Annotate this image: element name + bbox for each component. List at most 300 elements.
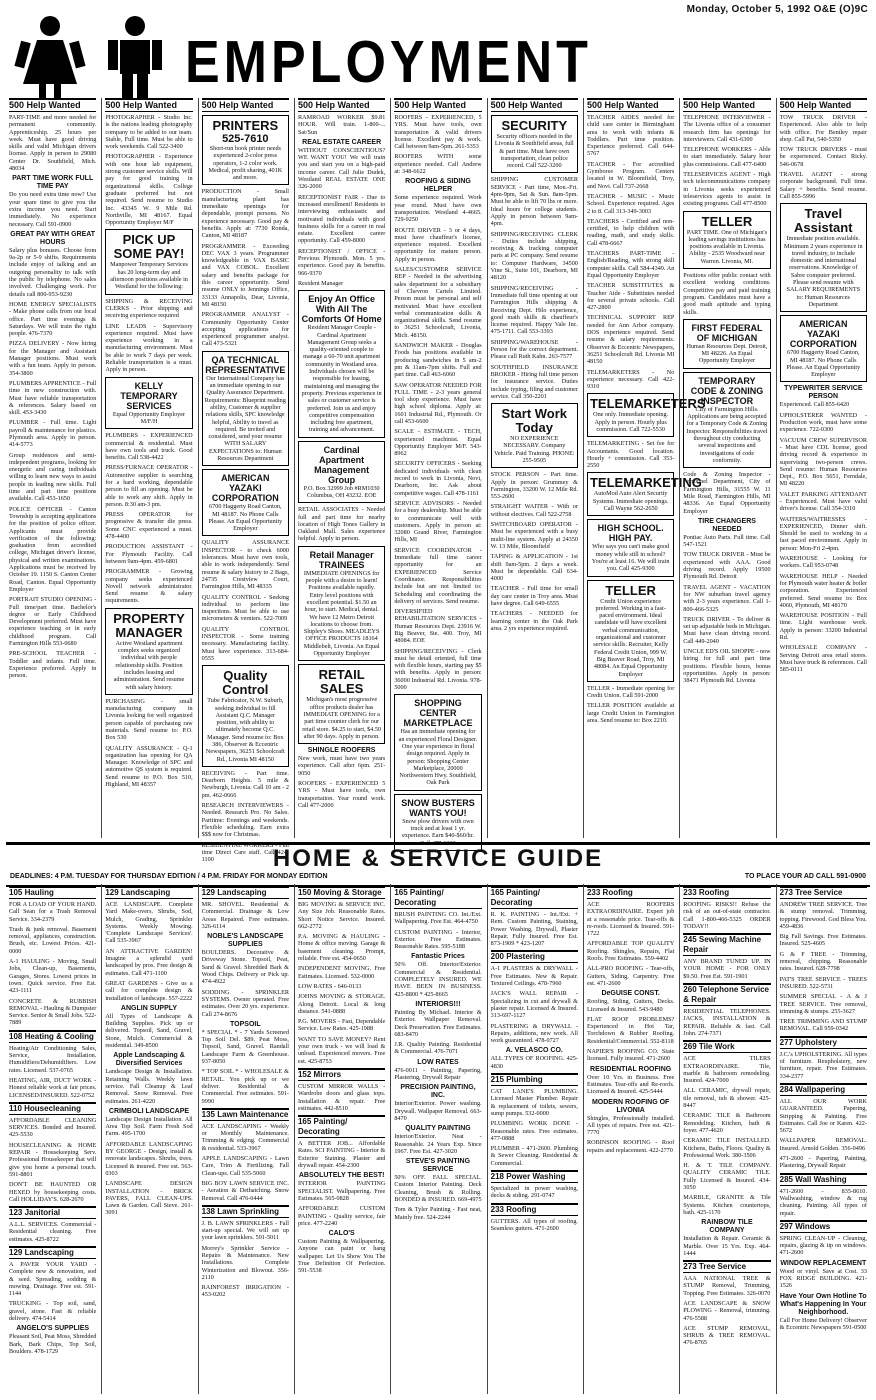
ad-headline: Enjoy An Office With All The Comforts Of Home [301,294,382,325]
listing-headline: RESIDENTIAL ROOFING [590,1065,672,1073]
guide-phone: TO PLACE YOUR AD CALL 591-0900 [744,873,866,880]
service-listing [780,976,867,991]
ad-text: SCALE - ESTIMATE - TECH, experienced machinist. Equal Opportunity Employer M/F. 543-8962 [394,428,482,458]
guide-column [679,884,773,1394]
listing-headline: RAINBOW TILE COMPANY [701,1219,753,1235]
ad-text: 6700 Haggerty Road Canton, MI 48187. No Phone Calls Please. An Equal Opportunity Employer [786,349,861,379]
listing-text: CUSTOM PAINTING - Interior, Exterior. Free Estimates. Reasonable Rates. 595-5188 [394,928,482,951]
classified-ad [394,178,481,223]
ad-text: Resident Manager Couple - Cardinal Apartment Management Group seeks a quality-oriented couple to manage a 60-70 unit apartment community in Westland area. Individuals chosen will be responsible for leasing, maintaining and managing the property. Previous experience in sales or customer service is preferred. Join us and enjoy competitive compensation including free apartment, training and advancement. [301,324,382,434]
ad-text: TECHNICAL SUPPORT REP needed for Ann Arbor company. DOS experience required. Send resume & salary requirements. Observer & Eccentric Newspapers, 36251 Schoolcraft Rd. Livonia MI 48150 [586,314,675,366]
service-listing [105,1180,192,1216]
service-listing [491,1120,578,1142]
ad-headline: SNOW BUSTERS WANTS YOU! [401,797,475,818]
classified-ad [683,648,770,684]
listing-text: NAPIER'S ROOFING CO. State licensed. Fully insured. 471-2600 [586,1048,675,1063]
classified-ad [105,153,192,226]
classified-ad [683,518,770,549]
ad-text: Has an immediate opening for an experienced Floral Designer. One year experience in floral design required. Apply in person: Shopping Center Marketplace, 20000 Northwestern Hwy. Southfield, Oak Park [398,728,478,787]
employment-title: EMPLOYMENT [185,29,592,96]
classified-ad [9,419,96,448]
service-listing [491,1073,578,1117]
ad-text: PRODUCTION ASSISTANT - For Plymouth Facility. Call between 9am-4pm. 459-6801 [105,543,193,565]
service-listing [491,990,578,1019]
classified-ad [298,194,385,245]
service-listing [9,1030,96,1074]
ad-headline: PROPERTY MANAGER [113,610,185,640]
listing-headline: STEVE'S PAINTING SERVICE [405,1158,471,1174]
listing-text: ALL OUR WORK GUARANTEED. Papering, Stripping & Painting. Free Estimates. Call Joe or Karen. 422-5672 [779,1097,867,1135]
service-category: 233 Roofing [587,886,674,899]
classified-ad [491,503,578,518]
ad-text: RECEIVING - Part time. Dearborn Heights. 5 mile & Newburgh, Livonia. Call 10 am - 2 pm. 462-0666 [201,769,289,799]
display-ad [683,211,770,269]
service-listing [587,1016,674,1045]
service-listing [683,1087,770,1109]
classified-ad [298,747,385,777]
service-category: 129 Landscaping [105,886,192,899]
ad-headline: TYPEWRITER SERVICE PERSON [784,385,863,401]
listing-text: TREE TRIMMING AND STUMP REMOVAL. Call 959-0342 [779,1018,867,1033]
guide-column [487,884,581,1394]
classified-ad [394,428,481,457]
ad-headline: TIRE CHANGERS NEEDED [697,517,756,533]
service-listing [394,1125,481,1155]
employment-column [6,98,99,838]
ad-text: TELLER POSITION available at large Credit Union in Farmington area. Send resume to: Box 2210. [586,702,675,724]
listing-headline: ANGLIN SUPPLY [120,1004,178,1012]
service-listing [780,993,867,1015]
ad-text: UPHOLSTERER WANTED - Production work, must have some experience. 722-0300 [779,411,867,434]
listing-text: DON'T BE HAUNTED OR HEXED by housekeeping costs. Call HOLLIDAY'S. 628-2670 [9,1181,97,1203]
classified-ad [394,153,481,175]
ad-text: QUALITY ASSURANCE INSPECTOR - to check 6000 tolerances. Must have own tools, able to work independently. Send resume & salary history to 2 Bags, 24735 Crestview Court, Farmington Hills, MI 48335 [201,539,289,591]
classified-ad [587,193,674,215]
ad-text: SOUTHFIELD INSURANCE BROKER - Hiring full time person for insurance service. Duties include typing, filing and customer service. Call 350-2201 [490,363,578,400]
employment-banner [10,14,866,98]
service-listing [298,983,385,990]
listing-headline: PRECISION PAINTING, INC. [400,1084,476,1100]
classified-ad [105,464,192,508]
ad-text: PART-TIME and more needed for permanent community. Apprenticeship. 25 hours per week. Must have good driving skills and valid Michigan drivers license. Apply in person to 29080 Center Dr. Southfield, Mich. 48034 [9,114,97,173]
listing-headline: DeGUISE CONST. [601,990,660,998]
service-listing [202,1245,289,1281]
classified-ad [780,644,867,673]
listing-text: RAINFOREST IRRIGATION - 453-0202 [201,1284,289,1299]
listing-headline: A. VELASCO CO. [505,1047,563,1055]
ad-text: STOCK PERSON - Part time. Apply in person: Grummey & Farmington, 33200 W. 12 Mile Rd. 553-2600 [490,471,578,501]
classified-ad [683,146,770,168]
ad-text: WHOLESALE COMPANY - Serving Detroit area retail stores. Must have truck & references. Call 585-0111 [779,644,867,674]
ad-text: SHIPPING/RECEIVING - Immediate full time opening at our Farmington Hills shipping & Receiving Dept. Hilo experience, good math skills & chauffeur's license required. Happy Vale Inc. 475-1711. Call 553-3393 [490,284,578,336]
service-listing [683,1260,770,1297]
service-listing [105,980,192,1002]
ad-text: TEACHER - For accredited Gymboree Program. Centers located in W. Bloomfield, Troy, and Novi. Call 737-2668 [586,160,675,190]
listing-text: 50% Off. Interior/Exterior. Commercial & Residential. COMPLETELY INSURED. WE HAVE BEEN IN BUSINESS. 425-8800 * 425-8665 [394,961,482,998]
listing-text: SUMMER SPECIAL - A & J TREE SERVICE. Tree removal, trimming & stumps. 255-3627 [779,993,867,1015]
classified-ad [9,506,96,594]
ad-text: TEACHER - MUSIC - Music School. Experience required. Ages 2 to 8. Call 313-349-3003 [586,192,675,215]
listing-text: BOULDERS. Decorative & Driveway Stone. Topsoil, Peat, Sand & Gravel. Shredded Bark & Wood Chips. Delivery or Pick up. 474-4922 [201,949,289,986]
listing-text: PAT'S TREE SERVICE - TREES INSURED. 522-5731 [779,975,867,990]
listing-text: ACE TILERS EXTRAORDINAIRE. Tile, marble & bathroom remodeling. Insured. 424-7000 [683,1055,771,1085]
listing-text: JOHNS MOVING & STORAGE. Along Detroit. Local & long distance. 541-0888 [297,993,386,1015]
classified-ad [9,231,96,298]
ad-headline: SHOPPING CENTER MARKETPLACE [403,698,473,729]
classified-ad [9,175,96,227]
classified-ad [394,227,481,263]
display-ad [683,372,770,468]
service-listing [394,1059,481,1082]
guide-column [294,884,388,1394]
ad-text: PRODUCTION - Small manufacturing plant has immediate openings for dependable, prompt persons. No experience necessary. Good pay & benefits. Apply at: 7730 Ronda, Canton, MI 48187 [201,188,289,240]
ad-headline: FIRST FEDERAL OF MICHIGAN [691,322,763,343]
classified-ad [202,770,289,799]
classified-ad [780,146,867,168]
classified-ad [394,266,481,339]
listing-text: J.C.'s UPHOLSTERING. All types of furniture. Reupholstery, new furniture, repair. Free Estimates. 334-2377 [779,1050,867,1080]
service-listing [9,958,96,994]
ad-text: TEACHERS PART-TIME - English/Reading, with strong skill computer skills. Call 584-4349. An Equal Opportunity Employer [586,250,675,279]
ad-text: TELLER - Immediate opening for Credit Union. Call 591-2000 [586,684,675,700]
service-listing [298,933,385,962]
listing-text: INDEPENDENT MOVING. Free Estimates. Licensed. 532-0000 [297,965,386,980]
classified-ad [298,780,385,809]
classified-ad [9,114,96,172]
guide-deadlines: DEADLINES: 4 P.M. TUESDAY FOR THURSDAY EDITION / 4 P.M. FRIDAY FOR MONDAY EDITION [10,873,328,880]
ad-text: TOW TRUCK DRIVER - Must be experienced with AAA. Good driving record. Apply 19500 Plymouth Rd. Detroit [683,551,771,581]
ad-text: Tube Fabricator, N.W. Suburb, seeking individual to fill Assistant Q.C. Manager position, with ability to ultimately become Q.C. Manager. Send resume to: Box 386, Observer & Eccentric Newspapers, 36251 Schoolcraft Rd., Livonia MI 48150 [205,697,285,763]
ad-text: TELEPHONE INTERVIEWER - The Livonia office of a consumer research firm has openings for interviewers. Call 431-6300 [683,114,771,143]
display-ad [202,469,289,536]
classified-ad [587,440,674,469]
listing-text: FOR A LOAD OF YOUR HAND. Call Sean for a Trash Removal Service. 334-2379 [9,901,97,923]
service-listing [105,1052,192,1104]
ad-text: PLUMBERS APPRENTICE - Full time in new construction with. Must have reliable transportation & references. Salary based on skill. 453-3430 [9,379,97,417]
service-listing [683,1300,770,1322]
ad-text: RECEPTIONIST / OFFICE - Previous Plymouth. Mon. 5 yrs. experience. Good pay & benefits. 966-9370 [297,247,386,277]
listing-text: A BETTER JOB... Affordable Rates. SCI PAINTING - Interior & Exterior Staining. Plaster and drywall repair. 454-2300 [297,1140,386,1170]
service-category: 165 Painting/ Decorating [298,1115,385,1138]
guide-column [776,884,870,1394]
classified-ad [394,342,481,378]
service-listing [587,1139,674,1154]
listing-headline: ANGELO'S SUPPLIES [16,1325,90,1333]
listing-text: P.A. MOVING & HAULING - Home & office moving. Garage & basement cleaning. Prompt, reliable. Free est. 454-0650 [297,933,386,963]
display-ad [298,290,385,437]
ad-text: SHIPPING/WAREHOUSE - Person for the correct department. Please call Ruth Kahn. 263-7577 [490,338,578,361]
classified-ad [394,382,481,426]
service-listing [105,1005,192,1049]
listing-text: G & F TREE - Trimming, removal, chipping. Reasonable rates. Insured. 628-7798 [779,950,867,973]
ad-text: DIVERSIFIED REHABILITATION SERVICES - Human Resources Dept. 23916 W. Big Beaver, Ste. 400. Troy, MI 48084. EOE [394,608,482,645]
ad-text: Resident Manager [297,279,344,287]
ad-text: Equal Opportunity Employer M/F/H [112,410,186,425]
service-listing [298,965,385,980]
ad-text: PROGRAMMER - Exceeding DEC VAX 3 years. Programmer knowledgeable in VAX BASIC and VAX COBOL. Excellent salary and benefits package for this career opportunity. Send resume ONLY to Jennings Office, 33133 Annapolis, Dear, Livonia, MI 48150 [201,242,289,308]
classified-ad [105,543,192,565]
classified-ad [491,285,578,336]
service-listing [9,1142,96,1178]
ad-text: PIZZA DELIVERY - Now hiring for the Manager and Assistant Manager positions. Must work with a fun team. Apply in person. 354-3800 [9,340,97,377]
classified-ad [202,243,289,309]
ad-text: RESIDENTIAL WORKERS - Full time Direct Care staff. Call 424-1100 [201,841,289,864]
service-category: 284 Wallpapering [780,1083,867,1096]
display-ad [394,694,481,790]
ad-text: SAW OPERATOR NEEDED FOR FULL TIME - 2-3 years general tool shop experience. Must have high school diploma. Apply at: 1601 Industrial Rd., Plymouth. Or call 453-6600 [394,381,482,425]
section-heading: 500 Help Wanted [298,98,385,112]
display-ad [587,519,674,576]
ad-text: VACUUM CREW SUPERVISOR - Must have CDL license, good driving record & experience in supervising two-person crews. Send resume: Human Resources Dept., P.O. Box 5651, Ferndale, MI 48220 [779,436,867,488]
listing-text: CUSTOM MIRROR WALLS - Wardrobe doors and glass tops. Installation & repair. Free estimates. 442-8510 [297,1082,386,1112]
service-category: 123 Janitorial [9,1206,96,1219]
ad-text: STRAIGHT WAITER - With or without electives. Call 522-2758 [490,503,578,518]
ad-text: PRESS/FURNACE OPERATOR - Automotive supplier is searching for a hard working, dependable person to fill an opening. Must be able to work any shift. Apply in person. 8:30 am-3 pm. [105,464,193,508]
listing-text: HOUSECLEANING & HOME REPAIR - Housekeeping Serv. Professional Housekeeper that will give you home a personal touch. 591-8801 [9,1141,97,1178]
classified-ad [202,539,289,590]
ad-text: New work, must have two years experience. Call after 6pm. 251-9050 [297,755,386,777]
service-listing [298,1018,385,1033]
ad-text: PROGRAMMER - Growing company seeks experienced Novell network administrator. Send resume & salary requirements. [105,568,193,605]
service-listing [9,886,96,923]
ad-text: SANDWICH MAKER - Douglas Foods has positions available in producing sandwiches in 5 am-2 pm & 11am-7pm shifts. Full and part time. Call 463-6060 [394,342,482,379]
ad-text: SHIPPING & RECEIVING CLERKS - Prior shipping and receiving experience required [105,297,193,320]
ad-headline: Start Work Today [501,406,568,436]
ad-headline: TELLER [605,582,656,598]
classified-ad [298,280,385,287]
employment-column [487,98,581,838]
listing-text: AFFORDABLE CLEANING SERVICES. Bonded and Insured. 425-5530 [9,1116,97,1139]
service-listing [780,1260,867,1290]
ad-text: WITHOUT CONSCIENTIOUS? WE WANT YOU! We will train you and start you on a high-paid income career. Call Julie Dudek, Westland REAL ESTATE ONE 326-2000 [297,146,386,191]
service-listing [202,989,289,1018]
employment-column [294,98,388,838]
service-category: 233 Roofing [491,1203,578,1216]
service-listing [298,1205,385,1227]
service-category: 233 Roofing [683,886,770,899]
service-category: 108 Heating & Cooling [9,1030,96,1043]
listing-text: Trash & junk removal. Basement removal, appliances, construction. Brush, etc. Lowest Prices. 421-0000 [9,925,97,955]
classified-ad [105,323,192,374]
service-listing [9,1325,96,1355]
listing-text: WALLPAPER REMOVAL. Insured. Arnold Golden. 356-0496 [779,1137,867,1152]
ad-text: TEACHER - Full time for small day care center in Troy area. Must have degree. Call 649-6555 [490,585,578,608]
listing-text: Painting By Michael. Interior & Exterior. Wallpaper Removal. Deck Preservation. Free Estimates. 683-8470 [394,1008,482,1038]
listing-text: Over 10 Yrs. in Business. Free Estimates. Tear-offs and Re-roofs. Licensed & Insured. 425-5444 [586,1073,675,1096]
ad-headline: KELLY TEMPORARY SERVICES [120,380,178,411]
service-listing [780,1173,867,1217]
section-heading: 500 Help Wanted [587,98,674,112]
service-listing [683,983,770,1037]
guide-column [198,884,292,1394]
listing-text: ACE ROOFERS EXTRAORDINAIRE. Expert job at a reasonable price. Tear-offs & re-roofs. Licensed & Insured. 591-1722 [586,901,675,938]
ad-text: ROOFERS WITH some experience needed. Call Andrew at: 348-6622 [394,153,482,176]
section-heading: 500 Help Wanted [105,98,192,112]
classified-ad [683,616,770,645]
listing-text: * TOP SOIL * - WHOLESALE & RETAIL. You pick up or we deliver. Residential & Commercial. Free estimates. 591-9990 [201,1068,289,1105]
service-listing [9,998,96,1027]
listing-headline: MODERN ROOFING OF LIVONIA [591,1098,670,1114]
listing-headline: CRIMBOLI LANDSCAPE [108,1107,190,1115]
ad-headline: ROOFING & SIDING HELPER [405,178,471,194]
ad-text: POLICE OFFICER - Canton Township is accepting applications for the position of police officer. Applicants must provide verification of the following: graduation from accredited college, Michigan driver's license, physical and written examinations. Applications must be received by October 19. 1150 S. Canton Center Road, Canton. Equal Opportunity Employer [9,505,97,593]
service-listing [298,1036,385,1065]
ad-text: QUALITY CONTROL INSPECTOR - Some training necessary. Manufacturing facility. Must have experience. 313-684-0555 [201,625,289,662]
classified-ad [587,161,674,190]
ad-text: Salary plus bonuses. Choose from 9a-2p or 5-9 shifts. Requirements include enjoy of talking and an outgoing personality to talk with the public by telephone. No sales involved. Challenging work. For details call 800-953-9230 [9,246,97,298]
ad-headline: AMERICAN YAZAKI CORPORATION [789,319,857,350]
listing-text: MARBLE, GRANITE & Tile Systems. Kitchen countertops, bath. 425-1170 [683,1194,771,1216]
listing-text: MR. SHOVEL. Residential & Commercial. Drainage & Low Areas Repaired. Free estimates. 326-6114 [201,901,289,930]
ad-text: VALET PARKING ATTENDANT - Experienced. Must have valid driver's license. Call 354-3310 [779,490,867,513]
service-listing [780,1137,867,1152]
display-ad [780,203,867,312]
listing-text: J.R. Quality Painting. Residential & Commercial. 476-7071 [394,1041,482,1056]
listing-text: * SPECIAL * - 7 Yards Screened Top Soil Del. $89. Peat Moss, Topsoil, Sand, Gravel. Randall Landscape Farm & Greenhouse. 937-8050 [201,1028,289,1066]
service-listing [202,933,289,985]
ad-text: WAREHOUSE - Looking for workers. Call 953-0748 [779,555,867,570]
service-listing [394,886,481,926]
classified-ad [394,114,481,150]
listing-text: ROBINSON ROOFING - Roof repairs and replacement. 422-2770 [586,1139,675,1154]
ad-headline: HIGH SCHOOL. HIGH PAY. [597,523,664,544]
ad-text: TEACHER AIDES needed for child care center in Birmingham area to work with infants & Toddlers. Part time position. Experience preferred. Call 644-5767 [586,114,675,158]
service-listing [683,933,770,980]
listing-headline: Have Your Own Hotline To What's Happening In Your Neighborhood. [779,1292,867,1316]
ad-text: ROOFERS - EXPERIENCED, 5 YRS. Must have tools, own transportation & valid drivers license. Excellent pay & work. Call between 9am-5pm. 261-5353 [394,114,482,151]
ad-text: PRE-SCHOOL TEACHER - Toddler and infants. Full time. Experience preferred. Apply in person. [9,650,97,680]
listing-text: Landscape Design Installation. All Area Top Soil. Farm Fresh Sod Farm. 495-1700 [105,1115,193,1138]
listing-text: Landscape Design & Installation. Retaining Walls. Weekly lawn service. Fall Cleanup & Leaf Removal. Snow Removal. Free estimates. 261-4220 [105,1068,193,1105]
section-heading: 500 Help Wanted [202,98,289,112]
listing-text: Heating/Air Conditioning Sales, Service, Installation. Humidifiers/Dehumidifiers. Low rates. Licensed. 537-0765 [9,1044,97,1074]
ad-text: Credit Union experience preferred. Working in a fast-paced environment. Ideal candidate will have excellent verbal communication, organizational and customer service skills. Recruiter, Kelly Federal Credit Union, 999 W. Big Beaver Road, Troy, MI 48084. An Equal Opportunity Employer [593,597,669,678]
ad-text: PROGRAMMER ANALYST - Community Opportunity Center accepting applications for experienced programmer analyst. Call 473-5321 [201,311,289,348]
guide-title: HOME & SERVICE GUIDE [272,845,604,872]
classified-ad [491,339,578,361]
section-heading: 500 Help Wanted [780,98,867,112]
employment-column [583,98,706,838]
service-category: 200 Plastering [491,950,578,963]
classified-ad [491,585,578,607]
ad-text: Active Westland apartment complex seeks organized individual with people relationship skills. Position includes leasing and administration. Send resume with salary history. [113,639,185,691]
service-listing [491,1203,578,1233]
service-listing [780,1155,867,1170]
classified-ad [491,231,578,282]
guide-column [583,884,677,1394]
service-listing [587,940,674,962]
ad-headline: Retail Manager TRAINEES [309,549,374,570]
service-category: 105 Hauling [9,886,96,899]
ad-text: RECEPTIONIST FAIR - Due to increased enrollment! Residents to interviewing enthusiastic and motivated individuals with good business skills for a career in real estate. Excellent career opportunity. Call 459-8000 [297,193,386,245]
ad-text: SERVICE ADVISORS - Needed for a busy dealership. Must be able to communicate well with customers. Apply in person at: 32080 Grand River, Farmington Hills, MI [394,499,482,544]
classified-ad [491,610,578,632]
service-listing [491,1170,578,1200]
section-heading: 500 Help Wanted [9,98,96,112]
display-ad [587,472,702,516]
classified-ad [202,626,289,662]
classified-ad [780,437,867,488]
ad-text: Experienced. Call 855-6420 [779,401,850,409]
ad-text: ROUTE DRIVER - 3 or 4 days, must have chauffeur's license, experience required. Excellent opportunity for mature person. Apply in person. [394,226,482,263]
ad-text: SECURITY OFFICERS - Seeking dedicated individuals with clean record to work in Livonia, Novi, Dearborn, Inc. Ask about competitive wages. Call 478-1161 [394,460,482,497]
ad-text: TELEPHONE WORKERS - Able to start immediately. Salary hour plus commissions. Call 477-6400 [683,146,771,168]
listing-text: Wood or vinyl. Save at Cost. 33 FOX RIDGE BUILDING. 421-1526 [779,1267,867,1290]
ad-text: TELEMARKETING - Set fee for Accountants. Good location. Hourly + commission. Call 353-2550 [586,440,675,470]
classified-ad [202,594,289,623]
service-listing [298,1172,385,1202]
listing-text: APPLE LANDSCAPING - Lawn Care, Trim & Fertilizing. Fall Clean-ups. Call 535-5060 [201,1155,289,1177]
display-ad [105,608,192,695]
listing-headline: CALO'S [328,1230,355,1238]
ad-text: QUALITY CONTROL - Seeking individual to perform line inspections. Must be able to use micrometers & verniers. 522-7009 [201,593,289,623]
ad-text: WAREHOUSE POSITION - Full time. Light warehouse work. Apply in person: 33200 Industrial Rd. [779,612,867,642]
service-listing [394,953,481,997]
listing-headline: NOBLE'S LANDSCAPE SUPPLIES [207,933,284,949]
service-listing [587,990,674,1013]
ad-text: PRESS OPERATOR for progressive & transfer die press. Some CNC experienced a must. 478-4400 [105,511,193,541]
ad-text: City of Farmington Hills. Applications are being accepted for a Temporary Code & Zoning Inspector. Responsibilities travel throughout city conducting several inspections and investigations of code conformity. [686,405,768,464]
service-listing [9,1300,96,1322]
listing-text: ACE LANDSCAPE & SNOW PLOWING - Removal, trimming. 476-5588 [683,1299,771,1322]
listing-text: BIG MOVING & SERVICE INC. Any Size Job. Reasonable Rates. Short Notice Service. Insured. 662-2772 [297,901,386,930]
ad-text: SHIPPING CUSTOMER SERVICE - Part time, Mon.-Fri. 4pm-9pm, Sat & Sun. 8am-5pm. Must be able to lift 70 lbs or more. Ideal hours for college students. Apply in person between 9am-4pm. [490,176,578,228]
listing-text: R. K. PAINTING - Int./Ext. + Rem. Custom Painting, Staining, Power Washing, Drywall, Plaster Repair. Fully Insured. Free Est. 873-1909 * 423-1207 [490,911,578,948]
classified-ad [491,364,578,400]
classified-ad [394,547,481,605]
classified-ad [491,471,578,500]
employment-column [198,98,292,864]
ad-headline: SHINGLE ROOFERS [307,747,376,755]
listing-text: LANDSCAPE DESIGN INSTALLATION - BRICK PAVERS, FALL CLEAN-UPS. Lawn & Garden. Call Steve. 261-3091 [105,1180,193,1217]
ad-headline: Quality Control [222,668,269,698]
service-listing [105,1108,192,1138]
classified-ad [105,114,192,150]
service-listing [780,1018,867,1033]
service-category: 138 Lawn Sprinkling [202,1205,289,1218]
listing-text: GREAT GARDENS - Give us a call for complete design & installation of landscape. 557-2222 [105,979,193,1002]
classified-ad [491,176,578,227]
service-listing [298,886,385,930]
ad-text: TEACHERS - NEEDED for learning center in the Oak Park area. 2 yrs experience required. [490,610,578,632]
listing-text: 476-0011 - Painting, Papering, Plastering, Drywall Repair [394,1066,482,1082]
ad-headline: Cardinal Apartment Management Group [314,444,370,485]
listing-text: J. B. LAWN SPRINKLERS - Fall start-up special. We will set up your lawn sprinklers. 591-5011 [201,1219,289,1242]
display-ad [298,664,385,744]
ad-text: Snow plow drivers with own truck and at least 1 yr. experience. Earn $40-$60/hr. Call 477-6200 [402,817,474,847]
ad-headline: AMERICAN YAZAKI CORPORATION [211,473,279,504]
service-listing [683,1219,770,1257]
listing-headline: ABSOLUTELY THE BEST! [298,1172,385,1180]
service-listing [491,886,578,947]
ad-text: Code & Zoning Inspector - Personnel Department, City of Farmington Hills, 31555 W. 11 Mile Road, Farmington Hills, MI 48336. An Equal Opportunity Employer [683,471,771,515]
display-ad [780,315,867,382]
service-listing [780,1036,867,1080]
ad-text: TRAVEL AGENT - strong corporate background. Full time. Salary + benefits. Send resume. Call 855-5996 [779,171,867,200]
classified-ad [9,380,96,416]
classified-ad [298,506,385,542]
ad-text: Our International Company has an immediate opening in our Quality Assurance Department. Requirements: Blueprint reading ability, Customer & supplier relations skills, SPC knowledge helpful, Ability to travel as required. Be invited and considered, send your resume WITH SALARY EXPECTATIONS to: Human Resources Department [204,374,286,462]
service-listing [780,1220,867,1257]
listing-headline: WINDOW REPLACEMENT [780,1259,867,1267]
service-category: 129 Landscaping [202,886,289,899]
employment-column [679,98,773,838]
ad-headline: REAL ESTATE CAREER [302,138,382,146]
listing-headline: QUALITY PAINTING [405,1125,471,1133]
display-ad [105,377,192,430]
service-listing [780,886,867,930]
ad-text: PURCHASING - small manufacturing company in Livonia looking for well organized person capable of purchasing raw materials. Send resume to: P.O. Box 530 [105,697,193,742]
